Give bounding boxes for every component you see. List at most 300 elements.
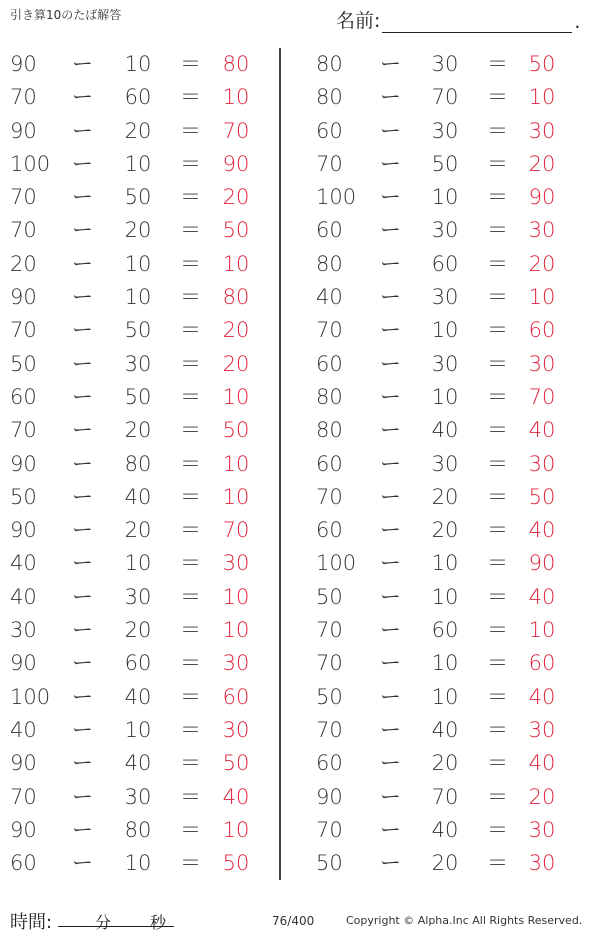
- minus-sign: ー: [380, 651, 401, 676]
- minuend: 100: [10, 151, 51, 176]
- minus-sign: ー: [72, 251, 93, 276]
- equals-sign: ＝: [180, 218, 201, 243]
- equals-sign: ＝: [180, 484, 201, 509]
- subtrahend: 20: [124, 118, 152, 143]
- footer: [0, 902, 600, 935]
- equals-sign: ＝: [180, 151, 201, 176]
- answer: 10: [222, 584, 250, 609]
- subtrahend: 20: [124, 218, 152, 243]
- equals-sign: ＝: [487, 817, 508, 842]
- problem-row: [308, 847, 588, 880]
- equals-sign: ＝: [180, 618, 201, 643]
- minus-sign: ー: [380, 251, 401, 276]
- subtrahend: 10: [431, 384, 459, 409]
- minuend: 90: [10, 52, 37, 76]
- problem-row: [0, 514, 280, 547]
- minuend: 90: [10, 817, 37, 842]
- minuend: 60: [316, 351, 343, 376]
- answer: 10: [222, 618, 250, 643]
- answer: 30: [222, 717, 250, 742]
- equals-sign: ＝: [487, 85, 508, 110]
- problem-row: [308, 314, 588, 347]
- subtrahend: 50: [124, 384, 152, 409]
- minus-sign: ー: [72, 684, 93, 709]
- subtrahend: 10: [431, 318, 459, 343]
- subtrahend: 60: [431, 618, 459, 643]
- problem-row: [308, 714, 588, 747]
- equals-sign: ＝: [487, 384, 508, 409]
- answer: 50: [222, 218, 250, 243]
- equals-sign: ＝: [180, 751, 201, 776]
- problem-row: [308, 381, 588, 414]
- minus-sign: ー: [72, 418, 93, 443]
- minus-sign: ー: [72, 351, 93, 376]
- equals-sign: ＝: [487, 185, 508, 210]
- problem-row: [308, 814, 588, 847]
- subtrahend: 30: [431, 285, 459, 310]
- problem-row: [308, 747, 588, 780]
- problem-row: [308, 614, 588, 647]
- problem-row: [308, 281, 588, 314]
- left-problem-column: [0, 48, 280, 880]
- problem-row: [308, 448, 588, 481]
- answer: 30: [528, 118, 556, 143]
- subtrahend: 10: [431, 684, 459, 709]
- subtrahend: 50: [124, 318, 152, 343]
- minus-sign: ー: [72, 484, 93, 509]
- problem-row: [308, 681, 588, 714]
- subtrahend: 60: [124, 85, 152, 110]
- subtrahend: 20: [124, 618, 152, 643]
- equals-sign: ＝: [180, 684, 201, 709]
- minuend: 70: [316, 717, 343, 742]
- minus-sign: ー: [380, 851, 401, 876]
- problem-row: [0, 681, 280, 714]
- problem-row: [0, 647, 280, 680]
- equals-sign: ＝: [180, 584, 201, 609]
- minuend: 90: [10, 651, 37, 676]
- equals-sign: ＝: [180, 451, 201, 476]
- minus-sign: ー: [72, 751, 93, 776]
- problem-row: [0, 781, 280, 814]
- subtrahend: 40: [431, 817, 459, 842]
- minuend: 60: [10, 851, 37, 876]
- subtrahend: 40: [124, 751, 152, 776]
- subtrahend: 10: [124, 251, 152, 276]
- equals-sign: ＝: [180, 817, 201, 842]
- equals-sign: ＝: [180, 251, 201, 276]
- problem-row: [0, 747, 280, 780]
- name-underline: [382, 12, 572, 33]
- problem-row: [308, 781, 588, 814]
- subtrahend: 30: [431, 351, 459, 376]
- equals-sign: ＝: [487, 251, 508, 276]
- problem-row: [308, 348, 588, 381]
- subtrahend: 10: [124, 151, 152, 176]
- answer: 50: [222, 851, 250, 876]
- answer: 40: [528, 518, 556, 543]
- subtrahend: 60: [431, 251, 459, 276]
- minuend: 40: [316, 285, 343, 310]
- subtrahend: 60: [124, 651, 152, 676]
- minuend: 30: [10, 618, 37, 643]
- minus-sign: ー: [72, 618, 93, 643]
- answer: 20: [222, 318, 250, 343]
- subtrahend: 40: [124, 484, 152, 509]
- problem-row: [0, 547, 280, 580]
- equals-sign: ＝: [487, 118, 508, 143]
- minus-sign: ー: [380, 418, 401, 443]
- answer: 30: [528, 451, 556, 476]
- time-label: 時間:: [10, 912, 53, 933]
- problem-row: [0, 448, 280, 481]
- equals-sign: ＝: [180, 52, 201, 76]
- minus-sign: ー: [380, 384, 401, 409]
- answer: 90: [528, 551, 556, 576]
- answer: 20: [528, 151, 556, 176]
- minuend: 50: [10, 351, 37, 376]
- minus-sign: ー: [72, 784, 93, 809]
- equals-sign: ＝: [180, 551, 201, 576]
- minus-sign: ー: [72, 851, 93, 876]
- answer: 40: [528, 418, 556, 443]
- minuend: 70: [10, 85, 37, 110]
- name-label: 名前:: [336, 10, 381, 32]
- equals-sign: ＝: [487, 851, 508, 876]
- subtrahend: 30: [431, 451, 459, 476]
- minus-sign: ー: [380, 751, 401, 776]
- seconds-label: 秒: [150, 913, 167, 932]
- equals-sign: ＝: [487, 518, 508, 543]
- minuend: 90: [10, 118, 37, 143]
- minuend: 90: [316, 784, 343, 809]
- minus-sign: ー: [380, 817, 401, 842]
- minuend: 60: [316, 118, 343, 143]
- problem-row: [308, 214, 588, 247]
- minuend: 90: [10, 751, 37, 776]
- minus-sign: ー: [72, 651, 93, 676]
- subtrahend: 20: [431, 484, 459, 509]
- problem-row: [0, 148, 280, 181]
- answer: 20: [222, 185, 250, 210]
- subtrahend: 30: [431, 52, 459, 76]
- subtrahend: 10: [431, 584, 459, 609]
- answer: 40: [528, 584, 556, 609]
- minus-sign: ー: [380, 185, 401, 210]
- subtrahend: 30: [124, 784, 152, 809]
- equals-sign: ＝: [487, 751, 508, 776]
- equals-sign: ＝: [180, 384, 201, 409]
- minus-sign: ー: [380, 318, 401, 343]
- subtrahend: 20: [124, 418, 152, 443]
- equals-sign: ＝: [487, 684, 508, 709]
- equals-sign: ＝: [180, 185, 201, 210]
- subtrahend: 30: [431, 118, 459, 143]
- problem-row: [0, 314, 280, 347]
- minuend: 40: [10, 551, 37, 576]
- answer: 20: [222, 351, 250, 376]
- minus-sign: ー: [380, 518, 401, 543]
- problem-row: [0, 48, 280, 81]
- answer: 40: [222, 784, 250, 809]
- minuend: 60: [316, 451, 343, 476]
- minuend: 70: [316, 618, 343, 643]
- problem-row: [308, 148, 588, 181]
- copyright: Copyright © Alpha.Inc All Rights Reserved.: [346, 914, 583, 927]
- minus-sign: ー: [72, 817, 93, 842]
- minuend: 100: [316, 185, 357, 210]
- minus-sign: ー: [380, 52, 401, 76]
- subtrahend: 10: [124, 851, 152, 876]
- answer: 60: [528, 318, 556, 343]
- answer: 10: [222, 85, 250, 110]
- subtrahend: 30: [124, 584, 152, 609]
- name-dot: .: [574, 11, 581, 33]
- equals-sign: ＝: [180, 285, 201, 310]
- minuend: 90: [10, 285, 37, 310]
- answer: 10: [528, 618, 556, 643]
- problem-row: [0, 181, 280, 214]
- subtrahend: 10: [124, 52, 152, 76]
- problem-row: [0, 81, 280, 114]
- subtrahend: 80: [124, 817, 152, 842]
- problem-row: [0, 348, 280, 381]
- minus-sign: ー: [380, 451, 401, 476]
- problem-row: [0, 581, 280, 614]
- equals-sign: ＝: [487, 717, 508, 742]
- minus-sign: ー: [380, 717, 401, 742]
- page-number: 76/400: [272, 914, 315, 928]
- right-problem-column: [308, 48, 588, 880]
- answer: 50: [222, 418, 250, 443]
- minuend: 80: [316, 418, 343, 443]
- minus-sign: ー: [72, 185, 93, 210]
- minus-sign: ー: [72, 85, 93, 110]
- minus-sign: ー: [380, 584, 401, 609]
- equals-sign: ＝: [487, 218, 508, 243]
- minuend: 80: [316, 85, 343, 110]
- minuend: 70: [10, 784, 37, 809]
- minus-sign: ー: [72, 118, 93, 143]
- minus-sign: ー: [72, 551, 93, 576]
- minus-sign: ー: [380, 484, 401, 509]
- subtrahend: 20: [431, 518, 459, 543]
- answer: 70: [222, 518, 250, 543]
- equals-sign: ＝: [487, 285, 508, 310]
- problem-row: [0, 814, 280, 847]
- answer: 70: [222, 118, 250, 143]
- minus-sign: ー: [380, 218, 401, 243]
- answer: 60: [528, 651, 556, 676]
- minus-sign: ー: [72, 318, 93, 343]
- minus-sign: ー: [72, 451, 93, 476]
- equals-sign: ＝: [487, 618, 508, 643]
- answer: 10: [528, 285, 556, 310]
- answer: 70: [528, 384, 556, 409]
- equals-sign: ＝: [180, 518, 201, 543]
- answer: 10: [222, 484, 250, 509]
- answer: 30: [528, 817, 556, 842]
- equals-sign: ＝: [180, 651, 201, 676]
- minuend: 80: [316, 52, 343, 76]
- problem-row: [308, 115, 588, 148]
- minuend: 20: [10, 251, 37, 276]
- minuend: 90: [10, 518, 37, 543]
- minus-sign: ー: [380, 551, 401, 576]
- answer: 30: [222, 551, 250, 576]
- equals-sign: ＝: [487, 418, 508, 443]
- equals-sign: ＝: [487, 651, 508, 676]
- equals-sign: ＝: [180, 351, 201, 376]
- minuend: 70: [10, 185, 37, 210]
- answer: 30: [528, 218, 556, 243]
- problem-row: [0, 847, 280, 880]
- minus-sign: ー: [72, 717, 93, 742]
- subtrahend: 40: [431, 717, 459, 742]
- subtrahend: 40: [431, 418, 459, 443]
- problem-row: [308, 81, 588, 114]
- problem-row: [0, 115, 280, 148]
- minuend: 60: [316, 218, 343, 243]
- minus-sign: ー: [380, 684, 401, 709]
- minus-sign: ー: [380, 618, 401, 643]
- minuend: 70: [10, 318, 37, 343]
- minus-sign: ー: [72, 584, 93, 609]
- equals-sign: ＝: [180, 851, 201, 876]
- answer: 80: [222, 52, 250, 76]
- minus-sign: ー: [380, 151, 401, 176]
- minuend: 50: [10, 484, 37, 509]
- minus-sign: ー: [380, 118, 401, 143]
- subtrahend: 10: [431, 185, 459, 210]
- minuend: 80: [316, 384, 343, 409]
- problem-row: [308, 581, 588, 614]
- minuend: 50: [316, 684, 343, 709]
- problem-row: [0, 414, 280, 447]
- answer: 30: [528, 851, 556, 876]
- problem-row: [308, 248, 588, 281]
- problem-row: [0, 281, 280, 314]
- minus-sign: ー: [72, 151, 93, 176]
- answer: 50: [528, 484, 556, 509]
- subtrahend: 50: [124, 185, 152, 210]
- minus-sign: ー: [72, 285, 93, 310]
- problem-row: [0, 481, 280, 514]
- minuend: 70: [316, 151, 343, 176]
- problem-row: [308, 514, 588, 547]
- equals-sign: ＝: [487, 584, 508, 609]
- minuend: 50: [316, 851, 343, 876]
- equals-sign: ＝: [180, 418, 201, 443]
- name-field: [336, 6, 580, 33]
- answer: 50: [528, 52, 556, 76]
- answer: 10: [222, 384, 250, 409]
- equals-sign: ＝: [487, 318, 508, 343]
- minuend: 40: [10, 584, 37, 609]
- equals-sign: ＝: [487, 784, 508, 809]
- minuend: 50: [316, 584, 343, 609]
- minus-sign: ー: [380, 85, 401, 110]
- subtrahend: 10: [124, 717, 152, 742]
- problem-row: [308, 181, 588, 214]
- minus-sign: ー: [72, 52, 93, 76]
- subtrahend: 30: [431, 218, 459, 243]
- minuend: 100: [316, 551, 357, 576]
- minus-sign: ー: [72, 384, 93, 409]
- subtrahend: 80: [124, 451, 152, 476]
- equals-sign: ＝: [487, 484, 508, 509]
- subtrahend: 50: [431, 151, 459, 176]
- minuend: 100: [10, 684, 51, 709]
- minuend: 70: [10, 418, 37, 443]
- answer: 80: [222, 285, 250, 310]
- problem-row: [0, 714, 280, 747]
- equals-sign: ＝: [180, 784, 201, 809]
- equals-sign: ＝: [180, 118, 201, 143]
- answer: 90: [222, 151, 250, 176]
- equals-sign: ＝: [180, 318, 201, 343]
- minus-sign: ー: [380, 784, 401, 809]
- answer: 10: [222, 451, 250, 476]
- answer: 20: [528, 251, 556, 276]
- subtrahend: 10: [124, 285, 152, 310]
- equals-sign: ＝: [180, 85, 201, 110]
- subtrahend: 40: [124, 684, 152, 709]
- minus-sign: ー: [72, 518, 93, 543]
- minuend: 70: [316, 318, 343, 343]
- answer: 30: [528, 351, 556, 376]
- subtrahend: 20: [124, 518, 152, 543]
- minuend: 60: [316, 518, 343, 543]
- minuend: 70: [10, 218, 37, 243]
- minuend: 40: [10, 717, 37, 742]
- problem-row: [308, 547, 588, 580]
- equals-sign: ＝: [487, 151, 508, 176]
- answer: 30: [222, 651, 250, 676]
- subtrahend: 70: [431, 784, 459, 809]
- minuend: 60: [10, 384, 37, 409]
- minus-sign: ー: [380, 351, 401, 376]
- equals-sign: ＝: [487, 351, 508, 376]
- minuend: 60: [316, 751, 343, 776]
- answer: 40: [528, 751, 556, 776]
- minuend: 70: [316, 817, 343, 842]
- minuend: 70: [316, 484, 343, 509]
- subtrahend: 10: [431, 551, 459, 576]
- subtrahend: 70: [431, 85, 459, 110]
- minus-sign: ー: [72, 218, 93, 243]
- problem-row: [0, 248, 280, 281]
- equals-sign: ＝: [487, 52, 508, 76]
- problem-row: [0, 614, 280, 647]
- subtrahend: 10: [431, 651, 459, 676]
- answer: 10: [222, 817, 250, 842]
- minuend: 80: [316, 251, 343, 276]
- equals-sign: ＝: [487, 551, 508, 576]
- answer: 30: [528, 717, 556, 742]
- problem-row: [308, 647, 588, 680]
- problem-row: [308, 481, 588, 514]
- subtrahend: 20: [431, 751, 459, 776]
- minuend: 70: [316, 651, 343, 676]
- minutes-label: 分: [95, 913, 112, 932]
- problem-row: [308, 48, 588, 81]
- problem-row: [0, 214, 280, 247]
- equals-sign: ＝: [180, 717, 201, 742]
- answer: 40: [528, 684, 556, 709]
- subtrahend: 30: [124, 351, 152, 376]
- minuend: 90: [10, 451, 37, 476]
